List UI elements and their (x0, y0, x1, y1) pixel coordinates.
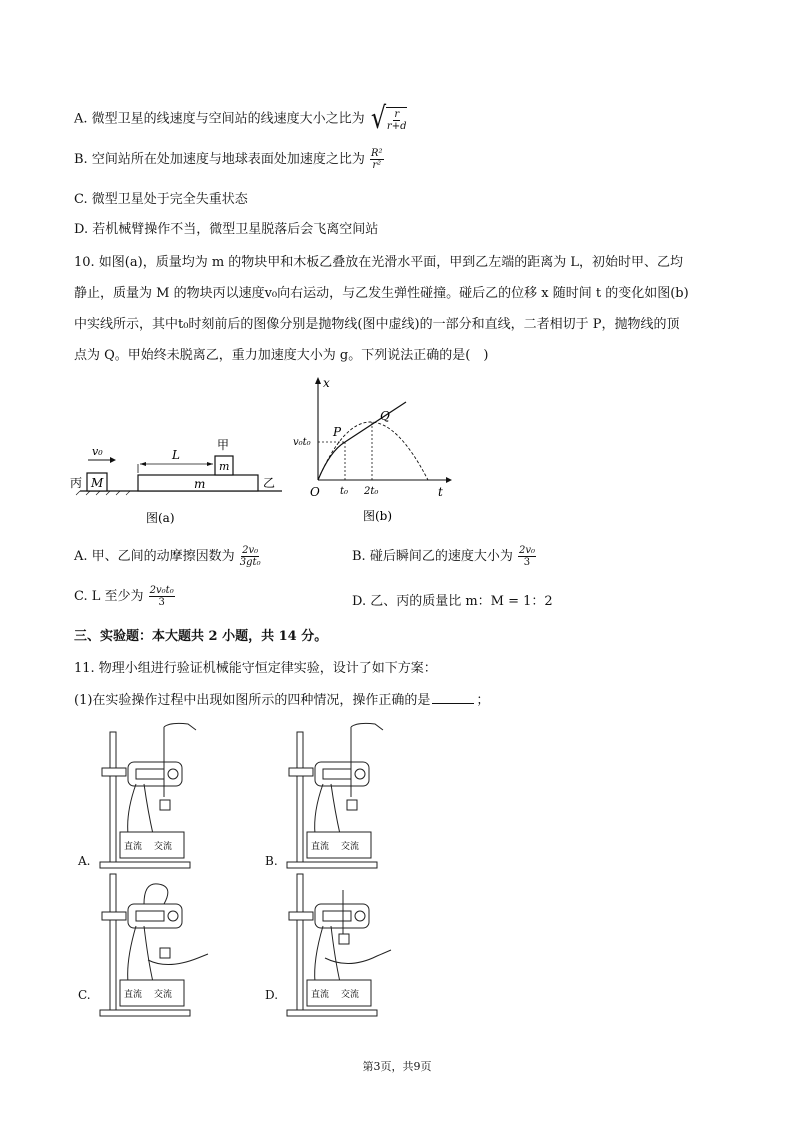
paper-tape (144, 884, 168, 904)
clamp (289, 912, 313, 920)
fraction (387, 109, 407, 132)
weight (160, 800, 170, 810)
q10-option-a-text: A. 甲、乙间的动摩擦因数为 (74, 549, 235, 564)
hand (164, 723, 196, 730)
stand-rod (297, 874, 303, 1010)
hand (148, 954, 208, 965)
stand-base (287, 862, 377, 868)
power-ac-label: 交流 (341, 842, 360, 852)
label-bing: 丙 (70, 476, 83, 490)
fraction-denominator: 3 (523, 557, 531, 568)
q10-option-c (74, 585, 176, 608)
ground-hatching (76, 491, 130, 495)
option-label: A. (78, 854, 91, 868)
option-label: C. (78, 988, 91, 1002)
timer-slot (323, 769, 351, 779)
page-footer: 第3页，共9页 (362, 1060, 432, 1073)
apparatus-a-drawing (78, 722, 228, 872)
label-Q: Q (380, 409, 390, 423)
q9-option-c: C. 微型卫星处于完全失重状态 (74, 192, 248, 207)
sqrt-expression (369, 101, 408, 136)
q9-option-a (74, 101, 407, 136)
wire (144, 784, 153, 834)
option-label: D. (265, 988, 279, 1002)
apparatus-figure-d (265, 870, 415, 1024)
label-2t0: 2t₀ (364, 486, 379, 497)
q11-part1-text: (1)在实验操作过程中出现如图所示的四种情况，操作正确的是 (74, 693, 431, 708)
power-ac-label: 交流 (154, 842, 173, 852)
figure-a-diagram (60, 415, 290, 530)
q11-intro: 11. 物理小组进行验证机械能守恒定律实验，设计了如下方案： (74, 661, 437, 676)
section-heading: 三、实验题：本大题共 2 小题，共 14 分。 (74, 629, 328, 644)
fraction-denominator: 3gt₀ (239, 557, 261, 568)
label-block-m: m (219, 460, 230, 473)
timer-knob (168, 911, 178, 921)
line-solid (345, 402, 406, 442)
apparatus-d-drawing (265, 870, 415, 1020)
stand-rod (110, 732, 116, 862)
q10-stem-line-1: 10. 如图(a)，质量均为 m 的物块甲和木板乙叠放在光滑水平面，甲到乙左端的距离为 L，初始时甲、乙均 (74, 255, 684, 270)
figure-b-caption: 图(b) (363, 509, 393, 523)
timer-slot (323, 911, 351, 921)
fraction-numerator: r (394, 108, 400, 120)
stand-base (100, 862, 190, 868)
q10-option-b (352, 545, 537, 568)
clamp (289, 768, 313, 776)
arrow-head (446, 477, 452, 483)
weight (339, 934, 349, 944)
fraction-numerator: 2v₀ (242, 545, 259, 556)
arrow-head (110, 457, 116, 463)
fraction-denominator: r+d (386, 120, 407, 132)
timer-knob (355, 911, 365, 921)
q10-option-b-text: B. 碰后瞬间乙的速度大小为 (352, 549, 513, 564)
fraction-numerator: 2v₀t₀ (149, 585, 174, 596)
label-board-m: m (194, 477, 206, 491)
q9-option-a-text: A. 微型卫星的线速度与空间站的线速度大小之比为 (74, 111, 365, 127)
fraction (518, 545, 536, 568)
power-dc-label: 直流 (311, 842, 330, 852)
sqrt-symbol: √ (370, 101, 387, 136)
label-jia: 甲 (217, 438, 230, 452)
apparatus-c-drawing (78, 870, 228, 1020)
wire (315, 926, 323, 982)
label-v0: v₀ (92, 445, 103, 458)
fraction (370, 148, 384, 171)
fraction-denominator: 3 (158, 597, 165, 608)
q10-option-d: D. 乙、丙的质量比 m：M = 1：2 (352, 594, 553, 609)
figure-b-graph (288, 372, 458, 532)
fraction-numerator: R² (370, 148, 383, 159)
hand (351, 723, 383, 730)
label-axis-t: t (438, 485, 443, 499)
fraction-denominator: r² (372, 160, 382, 171)
wire (128, 926, 136, 982)
label-v0t0: v₀t₀ (293, 437, 311, 448)
q10-option-a (74, 545, 262, 568)
label-yi: 乙 (263, 476, 276, 490)
timer-knob (355, 769, 365, 779)
answer-blank (432, 703, 474, 704)
weight (347, 800, 357, 810)
label-origin: O (310, 485, 320, 499)
q9-option-b-text: B. 空间站所在处加速度与地球表面处加速度之比为 (74, 152, 365, 167)
label-t0: t₀ (340, 486, 349, 497)
wire (315, 784, 323, 834)
power-ac-label: 交流 (154, 990, 173, 1000)
arrow-head (207, 462, 213, 466)
q10-option-c-text: C. L 至少为 (74, 589, 144, 604)
clamp (102, 912, 126, 920)
wire (331, 784, 340, 834)
option-label: B. (265, 854, 278, 868)
fraction (240, 545, 261, 568)
q9-option-b (74, 148, 385, 171)
curve-solid (318, 442, 345, 480)
clamp (102, 768, 126, 776)
wire (128, 784, 136, 834)
figure-a-caption: 图(a) (146, 511, 175, 525)
fraction-numerator: 2v₀ (518, 545, 535, 556)
q11-part1-end: ； (476, 693, 490, 708)
q10-stem-line-2: 静止，质量为 M 的物块丙以速度v₀向右运动，与乙发生弹性碰撞。碰后乙的位移 x 随时间 t 的变化如图(b) (74, 286, 689, 301)
stand-rod (297, 732, 303, 862)
weight (160, 948, 170, 958)
stand-base (100, 1010, 190, 1016)
apparatus-figure-b (265, 722, 415, 876)
power-dc-label: 直流 (311, 990, 330, 1000)
q9-option-d: D. 若机械臂操作不当，微型卫星脱落后会飞离空间站 (74, 222, 379, 237)
timer-slot (136, 769, 164, 779)
label-P: P (333, 425, 342, 439)
power-ac-label: 交流 (341, 990, 360, 1000)
power-dc-label: 直流 (124, 842, 143, 852)
fraction (149, 585, 175, 608)
wire (144, 926, 153, 982)
q10-stem-line-4: 点为 Q。甲始终未脱离乙，重力加速度大小为 g。下列说法正确的是( ) (74, 348, 489, 363)
timer-knob (168, 769, 178, 779)
apparatus-figure-a (78, 722, 228, 876)
apparatus-figure-c (78, 870, 228, 1024)
q10-stem-line-3: 中实线所示，其中t₀时刻前后的图像分别是抛物线(图中虚线)的一部分和直线，二者相切于 P，抛物线的顶 (74, 317, 680, 332)
label-M: M (91, 476, 104, 490)
power-dc-label: 直流 (124, 990, 143, 1000)
q11-part1 (74, 689, 489, 708)
label-L: L (172, 448, 180, 462)
timer-slot (136, 911, 164, 921)
arrow-head (140, 462, 146, 466)
stand-rod (110, 874, 116, 1010)
arrow-head (315, 377, 321, 384)
apparatus-b-drawing (265, 722, 415, 872)
stand-base (287, 1010, 377, 1016)
label-axis-x: x (323, 376, 330, 390)
sqrt-radicand (386, 107, 408, 132)
